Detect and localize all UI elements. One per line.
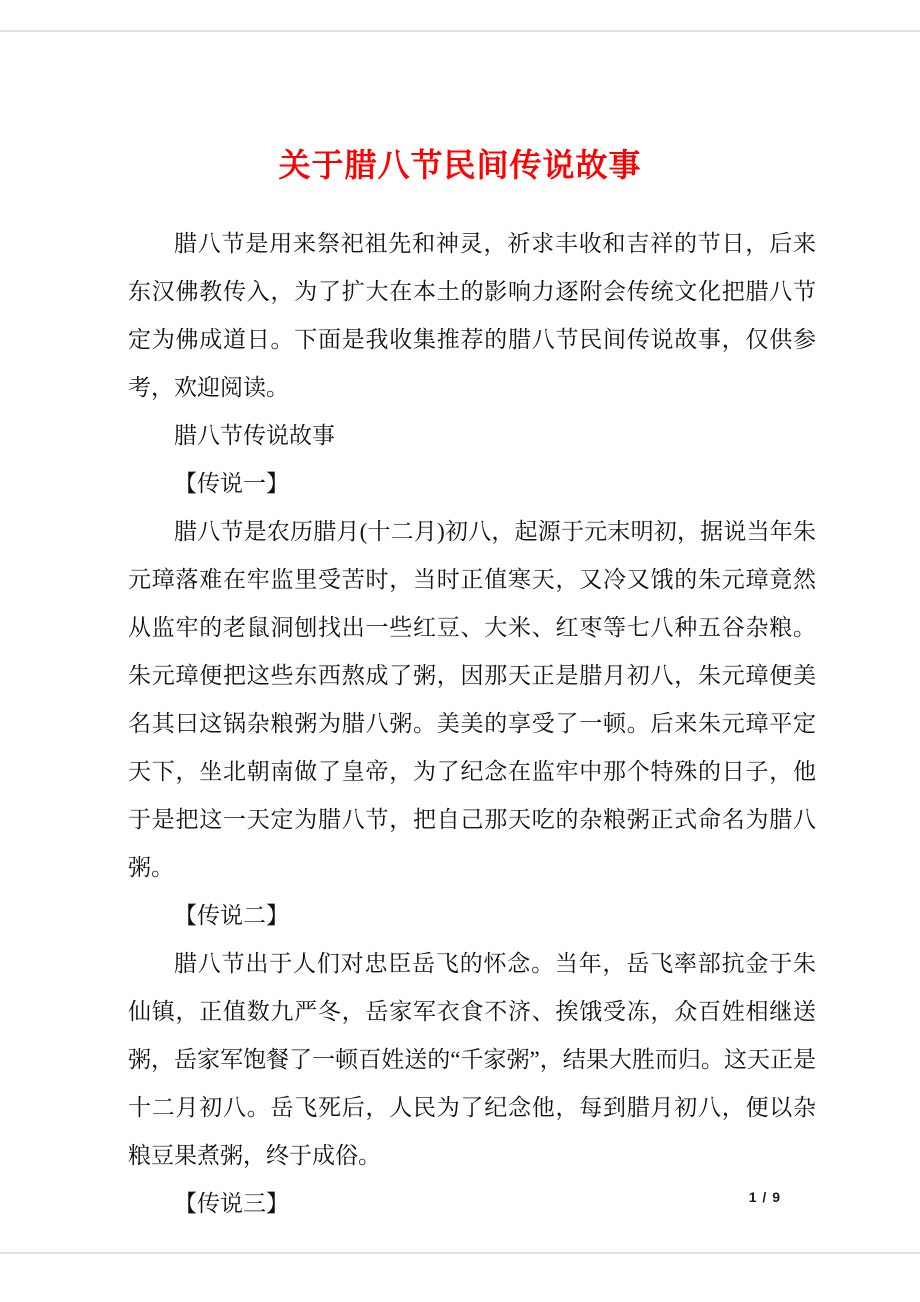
document-body (128, 220, 816, 1228)
page-number: 1 / 9 (748, 1189, 781, 1205)
legend-2-paragraph: 腊八节出于人们对忠臣岳飞的怀念。当年，岳飞率部抗金于朱仙镇，正值数九严冬，岳家军衣食不济、挨饿受冻，众百姓相继送粥，岳家军饱餐了一顿百姓送的“千家粥”，结果大胜而归。这天正是十二月初八。岳飞死后，人民为了纪念他，每到腊月初八，便以杂粮豆果煮粥，终于成俗。 (128, 951, 816, 1168)
subtitle-line: 腊八节传说故事 (174, 423, 335, 448)
legend-3-heading: 【传说三】 (174, 1191, 289, 1216)
legend-2-heading: 【传说二】 (174, 903, 289, 928)
page-top-rule (0, 30, 920, 32)
legend-1-paragraph: 腊八节是农历腊月(十二月)初八，起源于元末明初，据说当年朱元璋落难在牢监里受苦时，当时正值寒天，又冷又饿的朱元璋竟然从监牢的老鼠洞刨找出一些红豆、大米、红枣等七八种五谷杂粮。朱元璋便把这些东西熬成了粥，因那天正是腊月初八，朱元璋便美名其曰这锅杂粮粥为腊八粥。美美的享受了一顿。后来朱元璋平定天下，坐北朝南做了皇帝，为了纪念在监牢中那个特殊的日子，他于是把这一天定为腊八节，把自己那天吃的杂粮粥正式命名为腊八粥。 (128, 519, 816, 880)
legend-1-heading: 【传说一】 (174, 471, 289, 496)
document-title: 关于腊八节民间传说故事 (278, 147, 642, 183)
page-bottom-rule (0, 1252, 920, 1254)
intro-paragraph: 腊八节是用来祭祀祖先和神灵，祈求丰收和吉祥的节日，后来东汉佛教传入，为了扩大在本土的影响力逐附会传统文化把腊八节定为佛成道日。下面是我收集推荐的腊八节民间传说故事，仅供参考，欢迎阅读。 (128, 231, 816, 400)
